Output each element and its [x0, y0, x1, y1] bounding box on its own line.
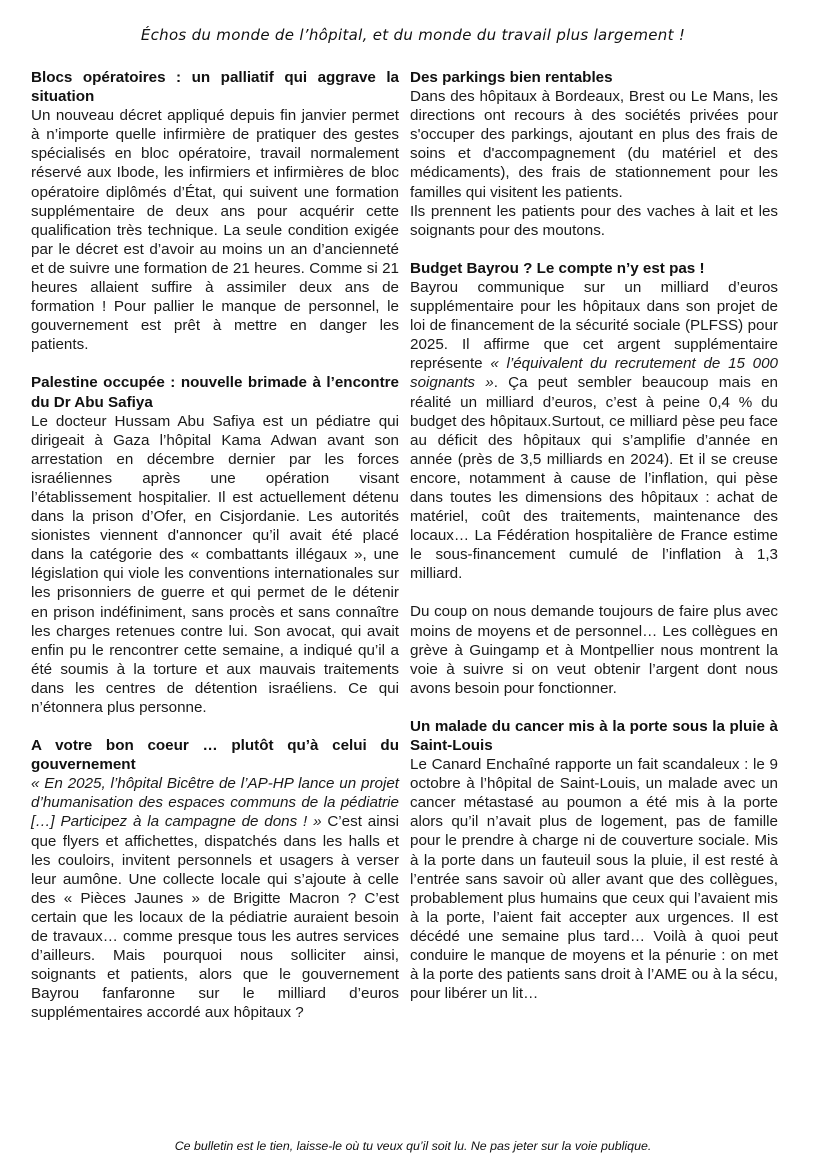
article-quote: « En 2025, l’hôpital Bicêtre de l’AP-HP lance un projet d’humanisation des espaces communs de la pédiatrie […] Participez à la campagne de dons ! »: [31, 775, 399, 831]
left-column: [31, 68, 399, 1042]
article-parkings: [410, 68, 778, 240]
article-blocs-operatoires: [31, 68, 399, 354]
article-body-conclusion: Ils prennent les patients pour des vaches à lait et les soignants pour des moutons.: [410, 202, 778, 239]
article-palestine: [31, 373, 399, 717]
article-body-after-quote: . Ça peut sembler beaucoup mais en réalité un milliard d’euros, c’est à peine 0,4 % du budget des hôpitaux.Surtout, ce milliard pèse peu face au déficit des hôpitaux qui s’amplifie d’année en année (près de 3,5 milliards en 2024). Et il se creuse encore, notamment à cause de l’inflation, qui pèse dans toutes les dimensions des hôpitaux : achat de matériel, coût des traitements, maintenance des locaux… La Fédération hospitalière de France estime le sous-financement cumulé de l’inflation à 1,3 milliard.: [410, 374, 778, 583]
article-malade-cancer: [410, 717, 778, 1003]
article-title: A votre bon coeur … plutôt qu’à celui du gouvernement: [31, 737, 399, 774]
article-body: C’est ainsi que flyers et affichettes, dispatchés dans les halls et les couloirs, invitent personnels et usagers à verser leur aumône. Une collecte locale qui s’ajoute à celle des « Pièces Jaunes » de Brigitte Macron ? C’est certain que les locaux de la pédiatrie auraient besoin de travaux… comme presque tous les autres services d’ailleurs. Mais pourquoi nous solliciter ainsi, soignants et patients, alors que le gouvernement Bayrou fanfaronne sur le milliard d’euros supplémentaires accordé aux hôpitaux ?: [31, 813, 399, 1022]
article-body: Le Canard Enchaîné rapporte un fait scandaleux : le 9 octobre à l’hôpital de Saint-Louis, un malade avec un cancer métastasé au poumon a été mis à la porte alors qu’il n’avait plus de logement, pas de famille pour le prendre à charge ni de couverture sociale. Mis à la porte dans un fauteuil sous la pluie, il est resté à l’entrée sans savoir où aller avant que des collègues, probablement plus humains que ceux qui l’avaient mis à la porte, l’aient fait accepter aux urgences. Il est décédé une semaine plus tard… Voilà à quoi peut conduire le manque de moyens et la pénurie : on met à la porte des patients sans droit à l’AME ou à la sécu, pour libérer un lit…: [410, 756, 778, 1003]
article-body-before-quote: Bayrou communique sur un milliard d’euros supplémentaire pour les hôpitaux dans son projet de loi de financement de la sécurité sociale (PLFSS) pour 2025. Il affirme que cet argent supplémentaire représente: [410, 278, 778, 373]
article-title: Un malade du cancer mis à la porte sous la pluie à Saint-Louis: [410, 717, 778, 754]
article-bon-coeur: [31, 736, 399, 1022]
page-footer: Ce bulletin est le tien, laisse-le où tu veux qu’il soit lu. Ne pas jeter sur la voie publique.: [174, 1139, 652, 1153]
article-body-container: [31, 774, 399, 1022]
right-column: [410, 68, 778, 1022]
article-body-conclusion: Du coup on nous demande toujours de faire plus avec moins de moyens et de personnel… Les collègues en grève à Guingamp et à Montpellier nous montrent la voie à suivre si on veut obtenir l’argent dont nous avons besoin pour fonctionner.: [410, 603, 778, 697]
article-title: Blocs opératoires : un palliatif qui aggrave la situation: [31, 69, 399, 106]
page-header: Échos du monde de l’hôpital, et du monde du travail plus largement !: [140, 26, 686, 44]
article-budget-bayrou: [410, 259, 778, 698]
article-body-container: [410, 278, 778, 584]
article-body: Un nouveau décret appliqué depuis fin janvier permet à n’importe quelle infirmière de pratiquer des gestes spécialisés en bloc opératoire, travail normalement réservé aux Ibode, les infirmiers et infirmières de bloc opératoire diplômés d’État, qui suivent une formation supplémentaire de deux ans pour acquérir cette qualification très technique. La seule condition exigée par le décret est d’avoir au moins un an d’ancienneté et de suivre une formation de 21 heures. Comme si 21 heures allaient suffire à assimiler deux ans de formation ! Pour pallier le manque de personnel, le gouvernement est prêt à mettre en danger les patients.: [31, 107, 399, 354]
article-title: Des parkings bien rentables: [410, 69, 613, 86]
article-title: Palestine occupée : nouvelle brimade à l’encontre du Dr Abu Safiya: [31, 374, 399, 411]
article-quote: « l’équivalent du recrutement de 15 000 soignants »: [410, 355, 778, 392]
article-body: Le docteur Hussam Abu Safiya est un pédiatre qui dirigeait à Gaza l’hôpital Kama Adwan avant son arrestation en décembre dernier par les forces israéliennes après une opération visant l’établissement hospitalier. Il est actuellement détenu dans la prison d’Ofer, en Cisjordanie. Les autorités sionistes viennent d'annoncer qu’il avait été placé dans la catégorie des « combattants illégaux », une législation qui viole les conventions internationales sur les prisonniers de guerre et qui permet de le détenir en prison indéfiniment, sans procès et sans connaître les charges retenues contre lui. Son avocat, qui avait enfin pu le rencontrer cette semaine, a indiqué qu’il a été soumis à la torture et aux mauvais traitements dans les centres de détention israéliens. Ce qui n’étonnera plus personne.: [31, 412, 399, 716]
article-title: Budget Bayrou ? Le compte n’y est pas !: [410, 259, 705, 277]
article-body: Dans des hôpitaux à Bordeaux, Brest ou Le Mans, les directions ont recours à des sociétés privées pour s'occuper des parkings, ajoutant en plus des frais de soins et d'accompagnement (du matériel et des médicaments), des frais de stationnement pour les familles qui visitent les patients.: [410, 88, 778, 201]
